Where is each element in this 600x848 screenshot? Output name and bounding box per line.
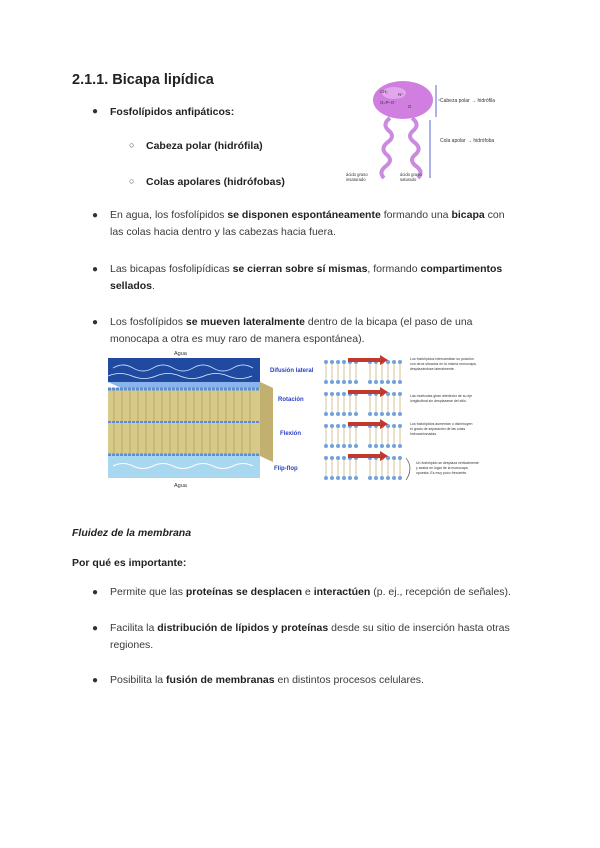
label-difusion: Difusión lateral bbox=[270, 368, 314, 374]
desc-flexion-2: el grado de separación de las colas bbox=[410, 427, 466, 431]
sub-item-colas: Colas apolares (hidrófobas) bbox=[146, 176, 285, 188]
sub-bullet-circle: ○ bbox=[129, 176, 135, 186]
svg-text:O=P–O⁻: O=P–O⁻ bbox=[380, 100, 397, 105]
saturated-tail bbox=[410, 118, 421, 178]
membrane-movement-figure bbox=[108, 348, 518, 490]
subsection-title: Fluidez de la membrana bbox=[72, 527, 192, 539]
desc-rotacion-2: longitudinal sin desplazarse del sitio. bbox=[410, 399, 467, 403]
desc-difusion-3: desplazándose lateralmente. bbox=[410, 367, 455, 371]
arrow-rotacion bbox=[348, 387, 388, 397]
arrow-difusion bbox=[348, 355, 388, 365]
desc-difusion-2: con otros situados en la misma monocapa, bbox=[410, 362, 477, 366]
section-heading: 2.1.1. Bicapa lipídica bbox=[72, 72, 214, 88]
bullet-dot: ● bbox=[92, 264, 99, 275]
water-top-label: Agua bbox=[174, 351, 187, 357]
desc-difusion-1: Los fosfolípidos intercambian su posición bbox=[410, 357, 474, 361]
why-heading: Por qué es importante: bbox=[72, 557, 187, 569]
desc-flipflop-3: opuesta. Es muy poco frecuente. bbox=[416, 471, 468, 475]
label-rotacion: Rotación bbox=[278, 397, 304, 403]
bullet-dot: ● bbox=[92, 210, 99, 221]
desc-flipflop-1: Un fosfolípido se desplaza verticalmente bbox=[416, 461, 479, 465]
bullet-dot: ● bbox=[92, 675, 99, 686]
paragraph-bicapa: En agua, los fosfolípidos se disponen espontáneamente formando una bicapa con las colas hacia dentro y las cabezas hacia fuera. bbox=[110, 209, 505, 238]
svg-text:O: O bbox=[408, 104, 412, 109]
caption-left-2: insaturado bbox=[346, 177, 366, 182]
caption-left: ácido graso bbox=[346, 172, 368, 177]
movement-rows bbox=[270, 355, 479, 480]
sub-item-cabeza: Cabeza polar (hidrófila) bbox=[146, 140, 263, 152]
paragraph-distribucion: Facilita la distribución de lípidos y proteínas desde su sitio de inserción hasta otras regiones. bbox=[110, 622, 510, 651]
paragraph-compartimentos: Las bicapas fosfolipídicas se cierran sobre sí mismas, formando compartimentos sellados. bbox=[110, 263, 503, 292]
unsaturated-tail bbox=[381, 118, 392, 178]
desc-flexion-3: hidrocarbonadas. bbox=[410, 432, 438, 436]
bullet-dot: ● bbox=[92, 623, 99, 634]
paragraph-movimiento: Los fosfolípidos se mueven lateralmente dentro de la bicapa (el paso de una monocapa a otra es muy raro de manera espontánea). bbox=[110, 316, 473, 345]
phospholipid-diagram bbox=[328, 80, 528, 190]
arrow-flipflop bbox=[348, 451, 388, 461]
bullet-dot: ● bbox=[92, 317, 99, 328]
paragraph-fusion: Posibilita la fusión de membranas en distintos procesos celulares. bbox=[110, 674, 424, 686]
bullet-dot: ● bbox=[92, 587, 99, 598]
desc-flipflop-2: y acaba en lugar de la monocapa bbox=[416, 466, 468, 470]
paragraph-proteinas: Permite que las proteínas se desplacen e interactúen (p. ej., recepción de señales). bbox=[110, 586, 511, 598]
sub-bullet-circle: ○ bbox=[129, 140, 135, 150]
head-label: Cabeza polar → hidrófila bbox=[440, 98, 496, 104]
tail-label: Cola apolar → hidrófoba bbox=[440, 138, 495, 144]
arrow-flexion bbox=[348, 419, 388, 429]
svg-text:N⁺: N⁺ bbox=[398, 92, 404, 97]
label-flexion: Flexión bbox=[280, 431, 302, 437]
bullet-dot: ● bbox=[92, 106, 99, 117]
label-flipflop: Flip-flop bbox=[274, 466, 298, 472]
svg-text:CH₂: CH₂ bbox=[380, 89, 388, 94]
desc-flexion-1: Los fosfolípidos aumentan o disminuyen bbox=[410, 422, 473, 426]
water-bottom-label: Agua bbox=[174, 483, 187, 489]
desc-rotacion-1: Las moléculas giran alrededor de su eje bbox=[410, 394, 473, 398]
caption-right: ácido graso bbox=[400, 172, 422, 177]
list-item-fosfolipidos: Fosfolípidos anfipáticos: bbox=[110, 106, 235, 118]
caption-right-2: saturado bbox=[400, 177, 417, 182]
water-bottom bbox=[108, 456, 260, 478]
